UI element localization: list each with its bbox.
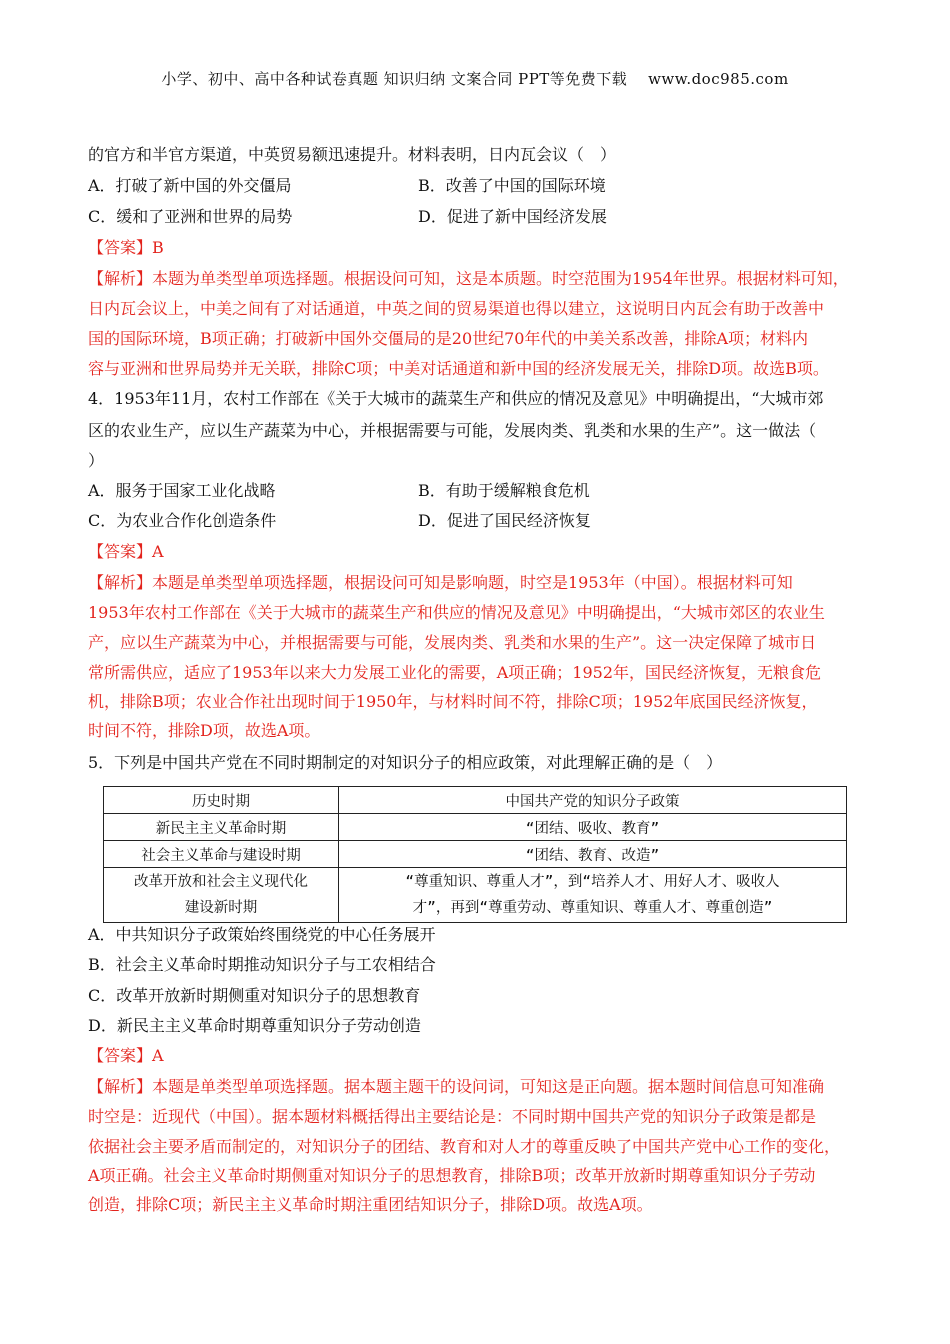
table-cell-line: “尊重知识、尊重人才”，到“培养人才、用好人才、吸收人: [405, 874, 780, 890]
table-row: [104, 841, 847, 868]
q4-answer: 【答案】A: [88, 542, 164, 561]
table-row: [104, 868, 847, 923]
q4-analysis-line: 常所需供应，适应了1953年以来大力发展工业化的需要，A项正确；1952年，国民经济恢复，无粮食危: [88, 663, 821, 682]
table-row: [104, 814, 847, 841]
q5-analysis-line: A项正确。社会主义革命时期侧重对知识分子的思想教育，排除B项；改革开放新时期尊重知识分子劳动: [88, 1166, 816, 1185]
q5-analysis-line: 依据社会主要矛盾而制定的，对知识分子的团结、教育和对人才的尊重反映了中国共产党中心工作的变化，: [88, 1137, 841, 1156]
q4-option-a: A．服务于国家工业化战略: [88, 481, 276, 500]
q4-stem-line: ）: [88, 451, 105, 470]
q3-analysis-line: 国的国际环境，B项正确；打破新中国外交僵局的是20世纪70年代的中美关系改善，排除A项；材料内: [88, 329, 809, 348]
q4-option-d: D．促进了国民经济恢复: [418, 511, 591, 530]
q4-analysis-line: 1953年农村工作部在《关于大城市的蔬菜生产和供应的情况及意见》中明确提出，“大城市郊区的农业生: [88, 603, 825, 622]
q3-option-c: C．缓和了亚洲和世界的局势: [88, 207, 293, 226]
q5-analysis-line: 时空是：近现代（中国）。据本题材料概括得出主要结论是：不同时期中国共产党的知识分子政策是都是: [88, 1107, 817, 1126]
q4-option-c: C．为农业合作化创造条件: [88, 511, 277, 530]
table-cell-period: 新民主主义革命时期: [104, 814, 339, 841]
q3-option-a: A．打破了新中国的外交僵局: [88, 176, 292, 195]
table-header-policy: 中国共产党的知识分子政策: [339, 787, 847, 814]
q3-analysis-line: 【解析】本题为单类型单项选择题。根据设问可知，这是本质题。时空范围为1954年世界。根据材料可知，: [88, 269, 849, 288]
table-cell-policy: [339, 868, 847, 923]
q4-analysis-line: 【解析】本题是单类型单项选择题，根据设问可知是影响题，时空是1953年（中国）。根据材料可知: [88, 573, 793, 592]
q3-stem: 的官方和半官方渠道，中英贸易额迅速提升。材料表明，日内瓦会议（ ）: [88, 145, 617, 164]
q5-option-a: A．中共知识分子政策始终围绕党的中心任务展开: [88, 925, 436, 944]
q5-option-b: B．社会主义革命时期推动知识分子与工农相结合: [88, 955, 436, 974]
table-cell-policy: “团结、教育、改造”: [339, 841, 847, 868]
table-cell-line: 改革开放和社会主义现代化: [134, 874, 308, 890]
q5-option-c: C．改革开放新时期侧重对知识分子的思想教育: [88, 986, 421, 1005]
policy-table: [103, 786, 847, 923]
q5-analysis-line: 创造，排除C项；新民主主义革命时期注重团结知识分子，排除D项。故选A项。: [88, 1195, 653, 1214]
q5-analysis-line: 【解析】本题是单类型单项选择题。据本题主题干的设问词，可知这是正向题。据本题时间信息可知准确: [88, 1077, 825, 1096]
table-cell-period: 社会主义革命与建设时期: [104, 841, 339, 868]
q4-stem-line: 4．1953年11月，农村工作部在《关于大城市的蔬菜生产和供应的情况及意见》中明确提出，“大城市郊: [88, 389, 824, 408]
table-cell-line: 建设新时期: [184, 900, 258, 916]
q5-stem: 5．下列是中国共产党在不同时期制定的对知识分子的相应政策，对此理解正确的是（ ）: [88, 753, 723, 772]
table-header-row: [104, 787, 847, 814]
table-cell-policy: “团结、吸收、教育”: [339, 814, 847, 841]
table-cell-period: [104, 868, 339, 923]
q3-option-d: D．促进了新中国经济发展: [418, 207, 607, 226]
q5-answer: 【答案】A: [88, 1046, 164, 1065]
q4-stem-line: 区的农业生产，应以生产蔬菜为中心，并根据需要与可能，发展肉类、乳类和水果的生产”。这一做法（: [88, 421, 817, 440]
q3-answer: 【答案】B: [88, 238, 164, 257]
q3-option-b: B．改善了中国的国际环境: [418, 176, 606, 195]
q4-analysis-line: 时间不符，排除D项，故选A项。: [88, 721, 321, 740]
table-cell-line: 才”，再到“尊重劳动、尊重知识、尊重人才、尊重创造”: [412, 900, 773, 916]
q4-analysis-line: 产，应以生产蔬菜为中心，并根据需要与可能，发展肉类、乳类和水果的生产”。这一决定保障了城市日: [88, 633, 817, 652]
page-header: 小学、初中、高中各种试卷真题 知识归纳 文案合同 PPT等免费下载 www.doc985.com: [161, 70, 789, 88]
q5-option-d: D．新民主主义革命时期尊重知识分子劳动创造: [88, 1016, 421, 1035]
q3-analysis-line: 容与亚洲和世界局势并无关联，排除C项；中美对话通道和新中国的经济发展无关，排除D项。故选B项。: [88, 359, 829, 378]
table-header-period: 历史时期: [104, 787, 339, 814]
q3-analysis-line: 日内瓦会议上，中美之间有了对话通道，中英之间的贸易渠道也得以建立，这说明日内瓦会有助于改善中: [88, 299, 825, 318]
q4-option-b: B．有助于缓解粮食危机: [418, 481, 590, 500]
q4-analysis-line: 机，排除B项；农业合作社出现时间于1950年，与材料时间不符，排除C项；1952年底国民经济恢复，: [88, 692, 818, 711]
